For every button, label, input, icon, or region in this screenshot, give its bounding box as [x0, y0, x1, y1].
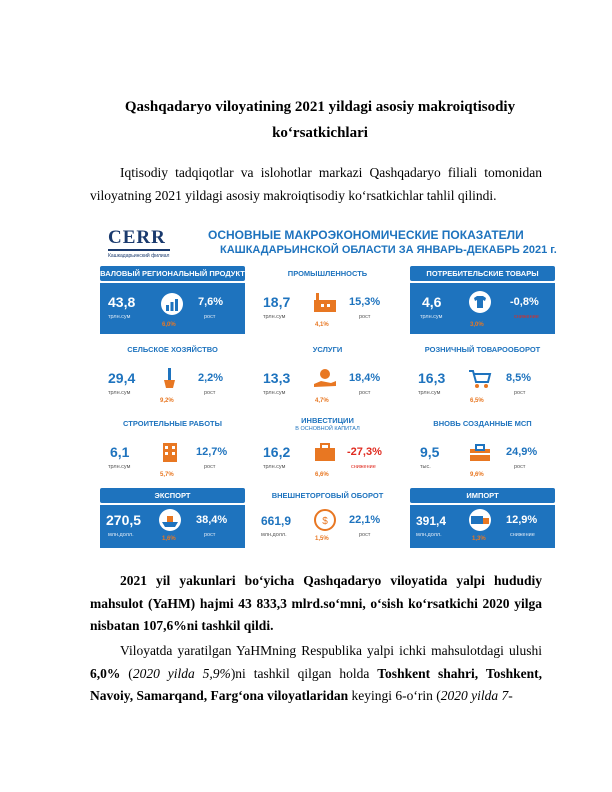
- tile-unit: трлн.сум: [108, 464, 131, 470]
- tile-share: 1,5%: [315, 536, 329, 542]
- tile-percent: -0,8%: [510, 296, 539, 308]
- tile-share: 4,7%: [315, 398, 329, 404]
- tile-percent: 8,5%: [506, 372, 532, 384]
- tile-unit: млн.долл.: [261, 532, 287, 538]
- tile-percent-label: снижение: [510, 532, 535, 538]
- tile-percent: 7,6%: [198, 296, 224, 308]
- tile-title: ИНВЕСТИЦИИ: [301, 416, 354, 425]
- tile-percent-label: снижение: [351, 464, 376, 470]
- ship-icon: [156, 508, 184, 532]
- tile-share: 9,6%: [470, 472, 484, 478]
- tile-percent: 38,4%: [196, 514, 228, 526]
- tile-title: ИМПОРТ: [410, 488, 555, 503]
- tile-investment: [255, 416, 400, 484]
- share-paragraph: [90, 640, 542, 708]
- tile-services: [255, 342, 400, 410]
- tile-percent: 12,7%: [196, 446, 228, 458]
- tile-share: 4,1%: [315, 322, 329, 328]
- tile-title: ПРОМЫШЛЕННОСТЬ: [287, 269, 368, 278]
- tile-title: ВНОВЬ СОЗДАННЫЕ МСП: [433, 419, 532, 428]
- tile-percent-label: рост: [204, 532, 216, 538]
- tile-share: 3,0%: [470, 322, 484, 328]
- title-line-1: Qashqadaryo viloyatining 2021 yildagi asosiy makroiqtisodiy: [124, 99, 516, 115]
- shopping-cart-icon: [466, 366, 494, 390]
- tile-percent: 24,9%: [506, 446, 538, 458]
- tile-percent-label: рост: [204, 464, 216, 470]
- prior-year-rank: 2020 yilda 7-: [440, 688, 513, 703]
- cerr-logo: [108, 228, 178, 264]
- tile-percent-label: рост: [514, 390, 526, 396]
- tile-percent-label: рост: [359, 390, 371, 396]
- infographic-header-2: КАШКАДАРЬИНСКОЙ ОБЛАСТИ ЗА ЯНВАРЬ-ДЕКАБРЬ 2021 г.: [220, 244, 557, 256]
- tile-percent: 15,3%: [349, 296, 381, 308]
- tile-percent: 22,1%: [349, 514, 381, 526]
- tile-export: [100, 488, 245, 548]
- tile-value: 391,4: [416, 514, 447, 528]
- tile-percent-label: рост: [204, 390, 216, 396]
- infographic: [100, 222, 555, 548]
- text-run: (: [120, 665, 133, 681]
- tile-value: 29,4: [108, 370, 136, 386]
- tile-foreign-trade: [255, 488, 400, 548]
- tile-share: 6,5%: [470, 398, 484, 404]
- tile-share: 6,6%: [315, 472, 329, 478]
- tile-value: 13,3: [263, 370, 291, 386]
- briefcase-icon: [311, 440, 339, 464]
- tile-value: 16,3: [418, 370, 446, 386]
- tile-unit: трлн.сум: [418, 390, 441, 396]
- tile-value: 6,1: [110, 444, 130, 460]
- title-line-2: ko‘rsatkichlari: [272, 125, 368, 141]
- tile-share: 9,2%: [160, 398, 174, 404]
- tile-percent-label: рост: [514, 464, 526, 470]
- tile-percent: 18,4%: [349, 372, 381, 384]
- tile-title: ЭКСПОРТ: [100, 488, 245, 503]
- currency-exchange-icon: [311, 508, 339, 532]
- tile-percent: -27,3%: [347, 446, 382, 458]
- text-run: keyingi 6-o‘rin (: [348, 688, 441, 703]
- prior-year-share: 2020 yilda 5,9%: [132, 665, 231, 681]
- tile-agriculture: [100, 342, 245, 410]
- building-icon: [156, 440, 184, 464]
- tile-share: 5,7%: [160, 472, 174, 478]
- factory-icon: [311, 290, 339, 314]
- shovel-icon: [156, 366, 184, 390]
- tile-percent-label: рост: [359, 532, 371, 538]
- tile-value: 270,5: [106, 512, 142, 528]
- tile-subtitle: В ОСНОВНОЙ КАПИТАЛ: [295, 426, 360, 432]
- tile-unit: млн.долл.: [416, 532, 442, 538]
- tile-title: СЕЛЬСКОЕ ХОЗЯЙСТВО: [127, 345, 218, 354]
- tile-retail: [410, 342, 555, 410]
- text-run: Viloyatda yaratilgan YaHMning Respublika yalpi ichki mahsulotdagi ulushi: [120, 643, 542, 658]
- tile-title: СТРОИТЕЛЬНЫЕ РАБОТЫ: [123, 419, 222, 428]
- tile-percent-label: рост: [359, 314, 371, 320]
- regions-list: Toshkent shahri, Toshkent, Navoiy, Samarqand, Farg‘ona viloyatlaridan: [90, 665, 542, 703]
- tile-title: ВНЕШНЕТОРГОВЫЙ ОБОРОТ: [271, 491, 384, 500]
- tile-unit: млн.долл.: [108, 532, 134, 538]
- growth-chart-icon: [158, 292, 186, 316]
- tile-unit: трлн.сум: [263, 464, 286, 470]
- svg-text:$: $: [322, 516, 328, 527]
- logo-mark: CERR: [108, 227, 166, 248]
- tile-value: 4,6: [422, 294, 442, 310]
- tile-percent-label: рост: [204, 314, 216, 320]
- tile-unit: тыс.: [420, 464, 431, 470]
- tile-value: 16,2: [263, 444, 291, 460]
- tile-import: [410, 488, 555, 548]
- tile-share: 1,6%: [162, 536, 176, 542]
- intro-paragraph: Iqtisodiy tadqiqotlar va islohotlar markazi Qashqadaryo filiali tomonidan viloyatning 2021 yildagi asosiy makroiqtisodiy ko‘rsatkichlar tahlil qilindi.: [90, 165, 542, 203]
- tile-industry: [255, 266, 400, 334]
- share-value: 6,0%: [90, 665, 121, 681]
- tile-share: 6,0%: [162, 322, 176, 328]
- tile-value: 9,5: [420, 444, 440, 460]
- tile-value: 661,9: [261, 514, 292, 528]
- tile-value: 43,8: [108, 294, 136, 310]
- service-hand-icon: [311, 366, 339, 390]
- logo-underline: [108, 249, 170, 251]
- tile-new-sme: [410, 416, 555, 484]
- tile-unit: трлн.сум: [420, 314, 443, 320]
- summary-paragraph: 2021 yil yakunlari bo‘yicha Qashqadaryo viloyatida yalpi hududiy mahsulot (YaHM) hajmi 43 833,3 mlrd.so‘mni, o‘sish ko‘rsatkichi 2020 yilga nisbatan 107,6%ni tashkil qildi.: [90, 573, 542, 633]
- tile-unit: трлн.сум: [263, 390, 286, 396]
- logo-subtitle: Кашкадарьинский филиал: [108, 253, 170, 259]
- tile-percent-label: снижение: [514, 314, 539, 320]
- tshirt-icon: [466, 290, 494, 314]
- tile-title: ПОТРЕБИТЕЛЬСКИЕ ТОВАРЫ: [410, 266, 555, 281]
- tile-construction: [100, 416, 245, 484]
- tile-unit: трлн.сум: [263, 314, 286, 320]
- tile-value: 18,7: [263, 294, 291, 310]
- tile-title: РОЗНИЧНЫЙ ТОВАРООБОРОТ: [424, 345, 541, 354]
- tile-percent: 12,9%: [506, 514, 538, 526]
- text-run: )ni tashkil qilgan holda: [230, 665, 378, 681]
- tile-unit: трлн.сум: [108, 314, 131, 320]
- tile-title: УСЛУГИ: [312, 345, 343, 354]
- infographic-header-1: ОСНОВНЫЕ МАКРОЭКОНОМИЧЕСКИЕ ПОКАЗАТЕЛИ: [208, 228, 524, 242]
- truck-icon: [466, 508, 494, 532]
- tile-title: ВАЛОВЫЙ РЕГИОНАЛЬНЫЙ ПРОДУКТ: [100, 266, 245, 281]
- tile-share: 1,3%: [472, 536, 486, 542]
- tile-consumer-goods: [410, 266, 555, 334]
- tile-unit: трлн.сум: [108, 390, 131, 396]
- tile-grp: [100, 266, 245, 334]
- toolbox-icon: [466, 440, 494, 464]
- tile-percent: 2,2%: [198, 372, 224, 384]
